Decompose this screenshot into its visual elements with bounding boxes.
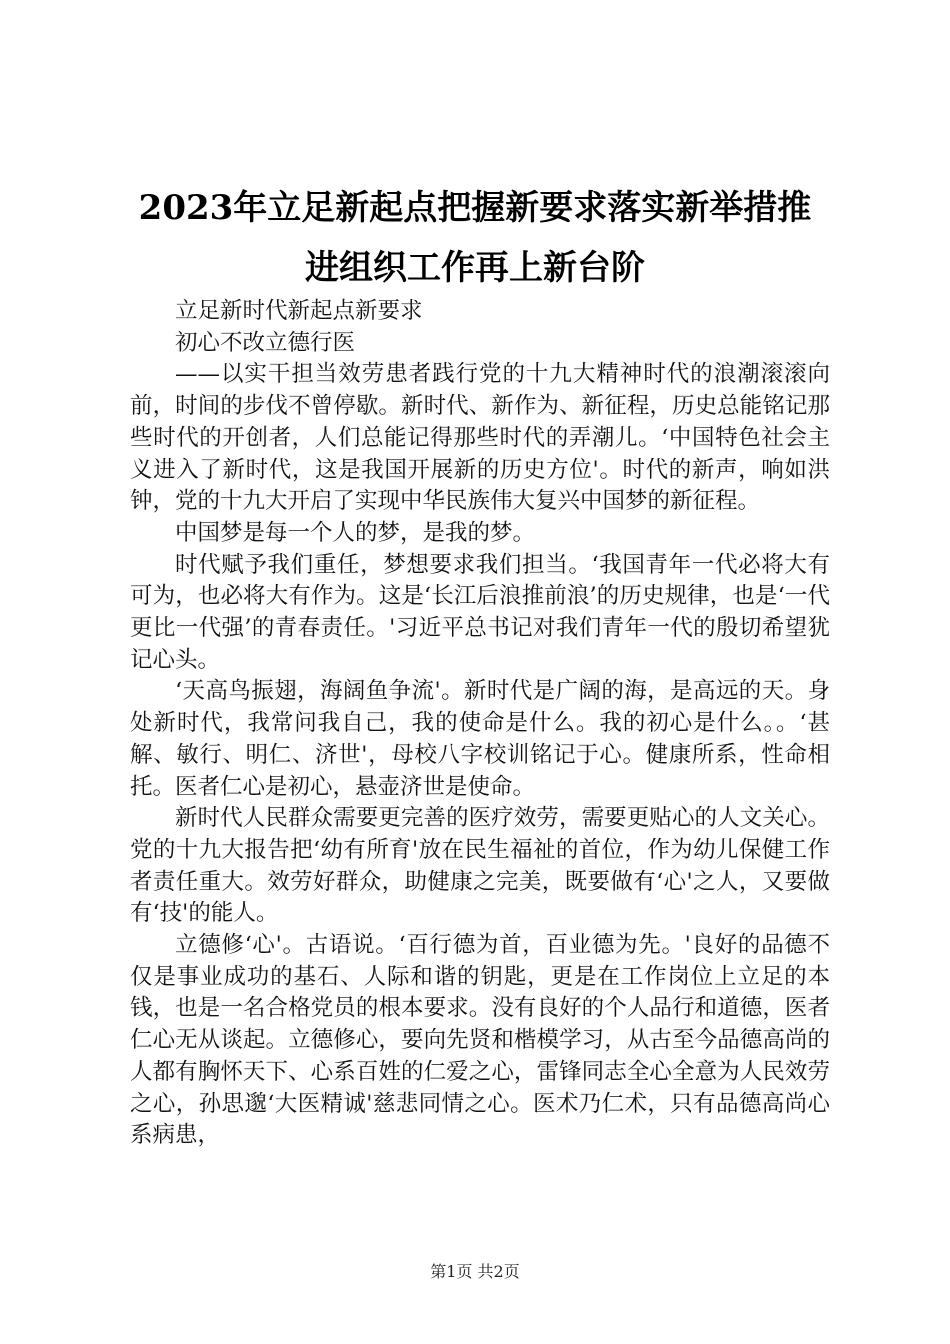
paragraph: 立德修‘心'。古语说。‘百行德为首，百业德为先。'良好的品德不仅是事业成功的基石、人际和谐的钥匙，更是在工作岗位上立足的本钱，也是一名合格党员的根本要求。没有良好的个人品行和道德，医者仁心无从谈起。立德修心，要向先贤和楷模学习，从古至今品德高尚的人都有胸怀天下、心系百姓的仁爱之心，雷锋同志全心全意为人民效劳之心，孙思邈‘大医精诚'慈悲同情之心。医术乃仁术，只有品德高尚心系病患， <box>130 932 830 1149</box>
page-footer: 第1页 共2页 <box>430 1262 520 1281</box>
paragraph: 新时代人民群众需要更完善的医疗效劳，需要更贴心的人文关心。党的十九大报告把‘幼有所育'放在民生福祉的首位，作为幼儿保健工作者责任重大。效劳好群众，助健康之完美，既要做有‘心'之人，又要做有‘技'的能人。 <box>130 805 830 927</box>
document-title-line-1: 2023年立足新起点把握新要求落实新举措推 <box>138 188 812 228</box>
document-body <box>130 296 830 1152</box>
paragraph: 初心不改立德行医 <box>175 329 356 356</box>
paragraph: ——以实干担当效劳患者践行党的十九大精神时代的浪潮滚滚向前，时间的步伐不曾停歇。新时代、新作为、新征程，历史总能铭记那些时代的开创者，人们总能记得那些时代的弄潮儿。‘中国特色社会主义进入了新时代，这是我国开展新的历史方位'。时代的新声，响如洪钟，党的十九大开启了实现中华民族伟大复兴中国梦的新征程。 <box>130 361 830 515</box>
paragraph: 中国梦是每一个人的梦，是我的梦。 <box>175 519 536 546</box>
paragraph: ‘天高鸟振翅，海阔鱼争流'。新时代是广阔的海，是高远的天。身处新时代，我常问我自己，我的使命是什么。我的初心是什么。。‘甚解、敏行、明仁、济世'，母校八字校训铭记于心。健康所系，性命相托。医者仁心是初心，悬壶济世是使命。 <box>130 678 830 800</box>
paragraph: 时代赋予我们重任，梦想要求我们担当。‘我国青年一代必将大有可为，也必将大有作为。这是‘长江后浪推前浪’的历史规律，也是‘一代更比一代强’的青春责任。'习近平总书记对我们青年一代的殷切希望犹记心头。 <box>130 551 830 673</box>
paragraph: 立足新时代新起点新要求 <box>175 298 423 324</box>
document-title-line-2: 进组织工作再上新台阶 <box>305 248 645 288</box>
